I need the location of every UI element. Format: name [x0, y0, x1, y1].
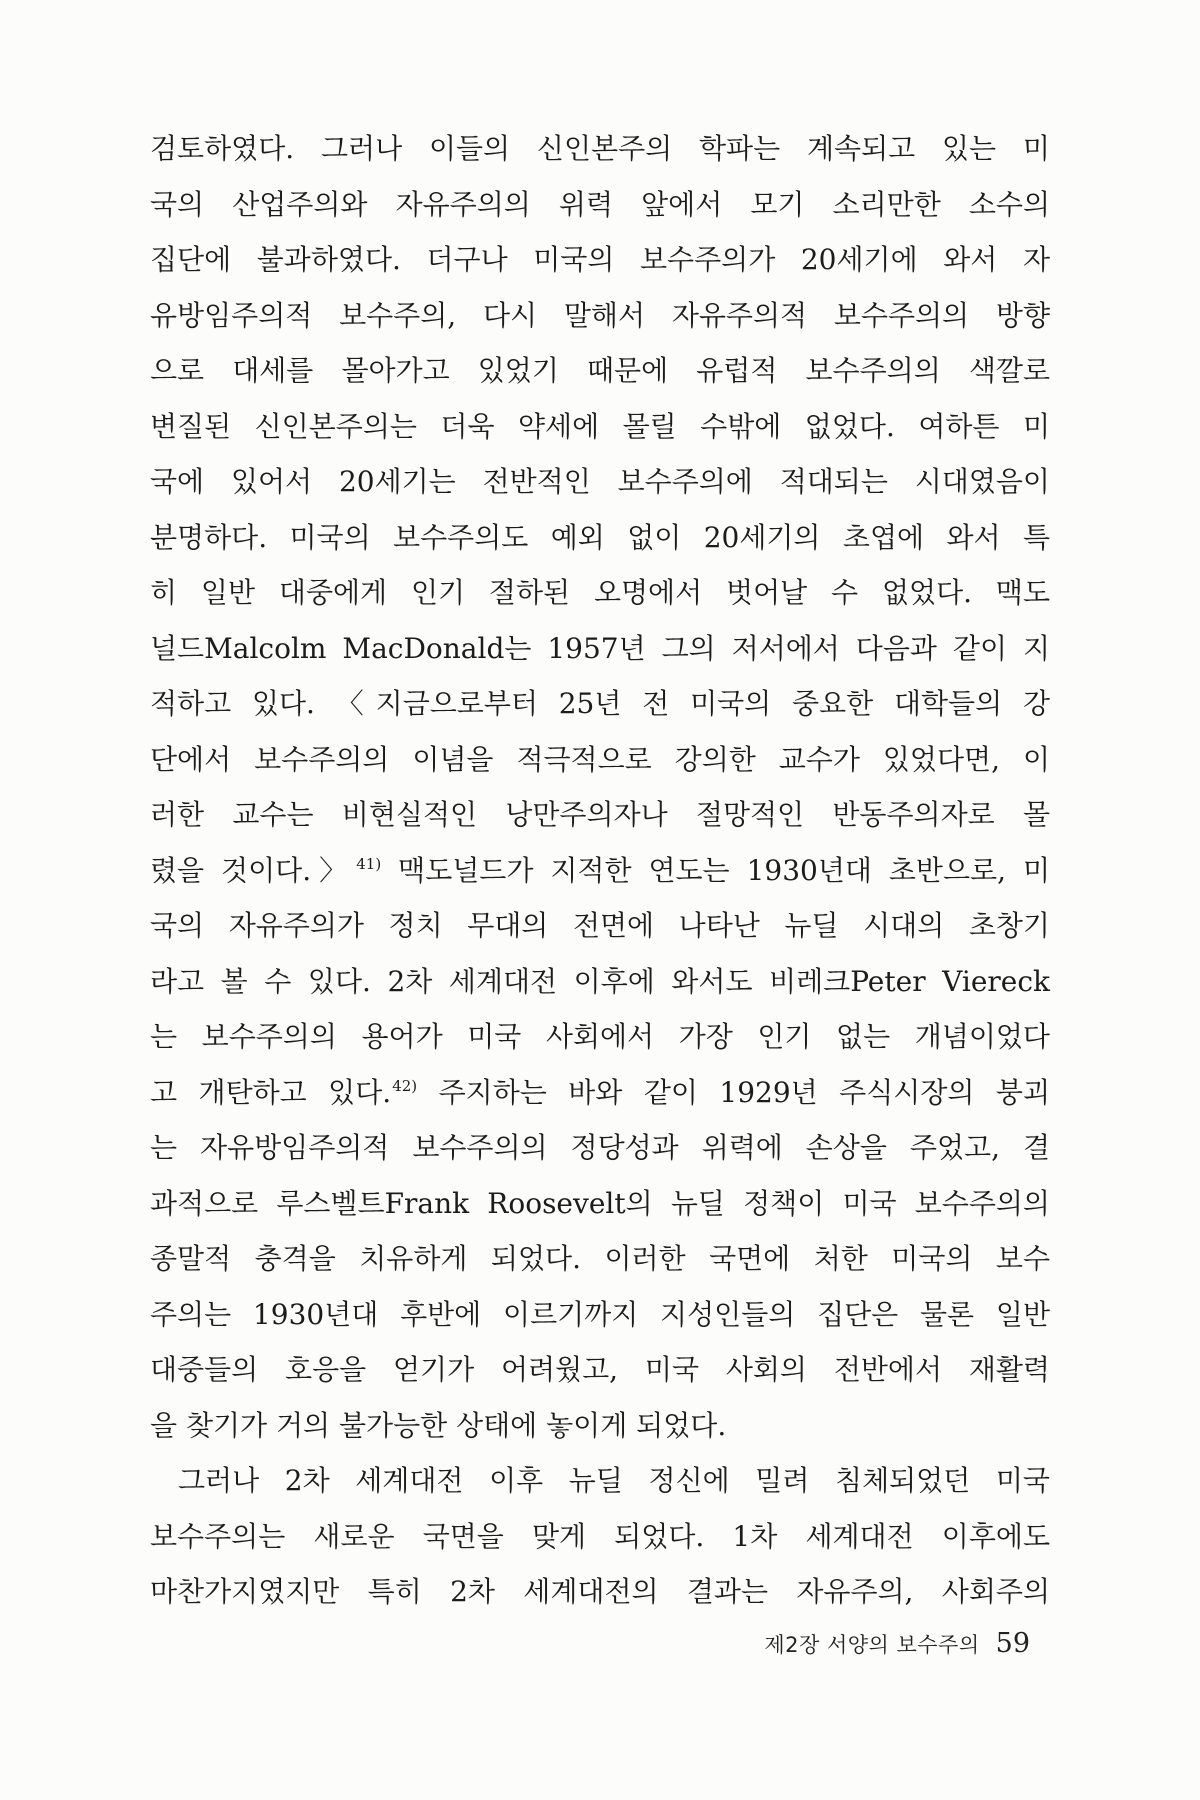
text-line: 검토하였다. 그러나 이들의 신인본주의 학파는 계속되고 있는 미: [150, 132, 1050, 165]
text-span: 렸을 것이다.〉: [150, 853, 356, 887]
text-line: 으로 대세를 몰아가고 있었기 때문에 유럽적 보수주의의 색깔로: [150, 354, 1050, 387]
text-line: 대중들의 호응을 얻기가 어려웠고, 미국 사회의 전반에서 재활력: [150, 1353, 1050, 1386]
text-span: 맥도널드가 지적한 연도는 1930년대 초반으로, 미: [381, 853, 1050, 887]
text-line: 국의 산업주의와 자유주의의 위력 앞에서 모기 소리만한 소수의: [150, 187, 1050, 221]
paragraph: [150, 1453, 1050, 1620]
text-line: 라고 볼 수 있다. 2차 세계대전 이후에 와서도 비레크Peter Viereck: [150, 964, 1050, 998]
paragraph: [150, 121, 1050, 1453]
text-line: 주의는 1930년대 후반에 이르기까지 지성인들의 집단은 물론 일반: [150, 1297, 1050, 1331]
text-line: 국에 있어서 20세기는 전반적인 보수주의에 적대되는 시대였음이: [150, 465, 1050, 498]
text-line: [150, 1065, 1050, 1121]
text-line: 마찬가지였지만 특히 2차 세계대전의 결과는 자유주의, 사회주의: [150, 1575, 1050, 1608]
text-line: 집단에 불과하였다. 더구나 미국의 보수주의가 20세기에 와서 자: [150, 243, 1050, 276]
text-line: 보수주의는 새로운 국면을 맞게 되었다. 1차 세계대전 이후에도: [150, 1519, 1050, 1553]
text-line: 러한 교수는 비현실적인 낭만주의자나 절망적인 반동주의자로 몰: [150, 798, 1050, 831]
text-line: 는 자유방임주의적 보수주의의 정당성과 위력에 손상을 주었고, 결: [150, 1131, 1050, 1164]
text-line: 단에서 보수주의의 이념을 적극적으로 강의한 교수가 있었다면, 이: [150, 742, 1050, 776]
text-span: 주지하는 바와 같이 1929년 주식시장의 붕괴: [417, 1075, 1050, 1109]
text-line: 적하고 있다. 〈지금으로부터 25년 전 미국의 중요한 대학들의 강: [150, 687, 1050, 720]
page-number: 59: [995, 1628, 1030, 1659]
text-line: 그러나 2차 세계대전 이후 뉴딜 정신에 밀려 침체되었던 미국: [178, 1464, 1050, 1497]
text-span: 고 개탄하고 있다.: [150, 1075, 392, 1109]
text-line: 을 찾기가 거의 불가능한 상태에 놓이게 되었다.: [150, 1408, 727, 1442]
text-line: 널드Malcolm MacDonald는 1957년 그의 저서에서 다음과 같이 지: [150, 631, 1050, 665]
text-line: 유방임주의적 보수주의, 다시 말해서 자유주의적 보수주의의 방향: [150, 298, 1050, 332]
footnote-marker: 41): [356, 854, 382, 873]
text-line: 히 일반 대중에게 인기 절하된 오명에서 벗어날 수 없었다. 맥도: [150, 576, 1050, 609]
footnote-marker: 42): [392, 1076, 418, 1095]
running-footer-chapter: 제2장 서양의 보수주의: [764, 1633, 980, 1657]
text-line: 국의 자유주의가 정치 무대의 전면에 나타난 뉴딜 시대의 초창기: [150, 909, 1050, 942]
body-text: [150, 121, 1050, 1620]
text-line: [150, 843, 1050, 899]
text-line: 는 보수주의의 용어가 미국 사회에서 가장 인기 없는 개념이었다: [150, 1020, 1050, 1053]
text-line: 변질된 신인본주의는 더욱 약세에 몰릴 수밖에 없었다. 여하튼 미: [150, 409, 1050, 443]
text-line: 과적으로 루스벨트Frank Roosevelt의 뉴딜 정책이 미국 보수주의의: [150, 1186, 1050, 1220]
text-line: 종말적 충격을 치유하게 되었다. 이러한 국면에 처한 미국의 보수: [150, 1242, 1050, 1275]
page-footer: [764, 1622, 1030, 1666]
text-line: 분명하다. 미국의 보수주의도 예외 없이 20세기의 초엽에 와서 특: [150, 520, 1050, 554]
